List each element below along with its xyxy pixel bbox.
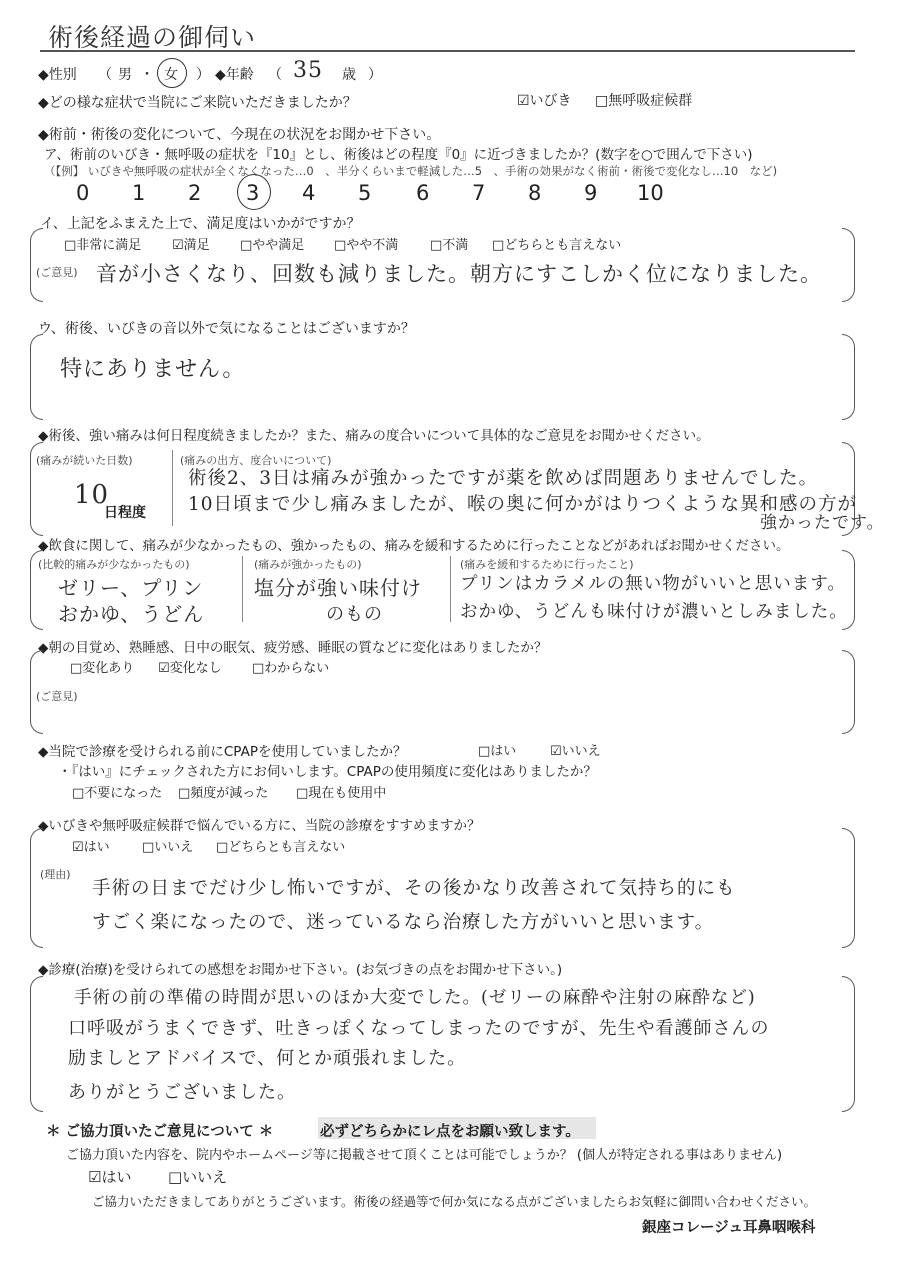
sleep-option-unknown[interactable]: □わからない	[252, 661, 330, 676]
symptom-question: ◆どの様な症状で当院にご来院いただきましたか？	[38, 95, 357, 111]
scale-option-4[interactable]: 4	[302, 181, 316, 205]
cpap-followup-question: ・『はい』にチェックされた方にお伺いします。CPAPの使用頻度に変化はありましたか？	[58, 764, 597, 780]
scale-option-1[interactable]: 1	[132, 181, 146, 205]
sleep-option-changed[interactable]: □変化あり	[70, 661, 135, 676]
other-concern-bracket-right	[842, 334, 855, 420]
diet-col2-line-2[interactable]: のもの	[326, 604, 383, 625]
scale-option-2[interactable]: 2	[188, 181, 202, 205]
cpap-yes-checkbox[interactable]: □はい	[478, 744, 517, 759]
recommend-option-neutral[interactable]: □どちらとも言えない	[216, 840, 346, 855]
pain-column-divider	[172, 450, 173, 526]
cpap-no-checkbox[interactable]: ☑いいえ	[550, 744, 601, 759]
diet-col2-line-1[interactable]: 塩分が強い味付け	[254, 576, 422, 600]
title-underline	[40, 50, 855, 52]
pain-detail-line-3[interactable]: 強かったです。	[760, 513, 885, 533]
diet-col3-label: (痛みを緩和するために行ったこと)	[460, 558, 634, 571]
cpap-option-less-frequent[interactable]: □頻度が減った	[178, 786, 269, 801]
change-question: ◆術前・術後の変化について、今現在の状況をお聞かせ下さい。	[38, 127, 441, 143]
gender-selection-circle	[157, 58, 187, 88]
consent-heading: ＊ ご協力頂いたご意見について ＊	[46, 1124, 274, 1140]
scale-option-0[interactable]: 0	[76, 181, 90, 205]
scale-option-7[interactable]: 7	[472, 181, 486, 205]
consent-yes-checkbox[interactable]: ☑はい	[88, 1168, 132, 1186]
pain-days-label: (痛みが続いた日数)	[36, 454, 133, 467]
cpap-option-unnecessary[interactable]: □不要になった	[72, 786, 163, 801]
impression-bracket-right	[842, 976, 855, 1112]
symptom-apnea-checkbox[interactable]: □無呼吸症候群	[595, 93, 693, 109]
diet-col1-line-1[interactable]: ゼリー、プリン	[58, 576, 204, 600]
other-concern-question: ウ、術後、いびきの音以外で気になることはございますか？	[38, 321, 415, 337]
impression-question: ◆診療(治療)を受けられての感想をお聞かせ下さい。(お気づきの点をお聞かせ下さい。)	[38, 962, 563, 978]
gender-separator: ・	[140, 67, 154, 83]
satisfaction-option-very-satisfied[interactable]: □非常に満足	[64, 238, 142, 253]
scale-option-5[interactable]: 5	[358, 181, 372, 205]
recommend-question: ◆いびきや無呼吸症候群で悩んでいる方に、当院の診療をすすめますか？	[38, 818, 481, 834]
recommend-bracket-right	[842, 828, 855, 948]
recommend-bracket-left	[30, 828, 43, 948]
recommend-reason-label: (理由)	[40, 868, 71, 881]
change-example-text: （【例】 いびきや無呼吸の症状が全くなくなった…0 、半分くらいまで軽減した…5 、手術の効果がなく術前・術後で変化なし…10 など)	[44, 164, 778, 178]
scale-option-6[interactable]: 6	[416, 181, 430, 205]
cpap-option-still-using[interactable]: □現在も使用中	[296, 786, 387, 801]
impression-line-1[interactable]: 手術の前の準備の時間が思いのほか大変でした。(ゼリーの麻酔や注射の麻酔など)	[74, 988, 756, 1008]
satisfaction-option-dissatisfied[interactable]: □不満	[430, 238, 469, 253]
diet-col3-line-2[interactable]: おかゆ、うどんも味付けが濃いとしみました。	[460, 602, 848, 622]
change-sub-question: ア、術前のいびき・無呼吸の症状を『10』とし、術後はどの程度『0』に近づきましたか？(数字を○で囲んで下さい)	[44, 147, 753, 163]
satisfaction-option-neutral[interactable]: □どちらとも言えない	[492, 238, 622, 253]
other-concern-bracket-left	[30, 334, 43, 420]
pain-detail-line-1[interactable]: 術後2、3日は痛みが強かったですが薬を飲めば問題ありませんでした。	[188, 468, 819, 489]
satisfaction-question: イ、上記をふまえた上で、満足度はいかがですか？	[40, 216, 361, 232]
footer-thanks: ご協力いただきましてありがとうございます。術後の経過等で何か気になる点がございましたらお気軽に御問い合わせください。	[92, 1194, 817, 1209]
consent-no-checkbox[interactable]: □いいえ	[168, 1168, 228, 1186]
diet-divider-2	[450, 556, 451, 622]
consent-required-note: 必ずどちらかにレ点をお願い致します。	[320, 1124, 580, 1140]
recommend-option-no[interactable]: □いいえ	[142, 840, 194, 855]
sleep-question: ◆朝の目覚め、熟睡感、日中の眠気、疲労感、睡眠の質などに変化はありましたか？	[38, 640, 548, 656]
sleep-bracket-right	[842, 650, 855, 734]
age-close-paren: ）	[368, 67, 382, 83]
other-concern-answer[interactable]: 特にありません。	[60, 357, 246, 382]
satisfaction-comment-text[interactable]: 音が小さくなり、回数も減りました。朝方にすこしかく位になりました。	[96, 262, 822, 286]
consent-question: ご協力頂いた内容を、院内やホームページ等に掲載させて頂くことは可能でしょうか？ (個人が特定される事はありません)	[66, 1148, 783, 1163]
scale-selection-circle	[237, 174, 271, 210]
diet-col1-line-2[interactable]: おかゆ、うどん	[58, 602, 205, 626]
diet-col2-label: (痛みが強かったもの)	[254, 558, 362, 571]
pain-detail-label: (痛みの出方、度合いについて)	[180, 454, 332, 467]
age-value[interactable]: 35	[293, 58, 323, 83]
age-open-paren: （	[268, 67, 282, 83]
gender-male-option[interactable]: 男	[118, 67, 132, 83]
sleep-comment-label: (ご意見)	[36, 690, 78, 703]
pain-days-unit: 日程度	[104, 505, 146, 521]
impression-line-3[interactable]: 励ましとアドバイスで、何とか頑張れました。	[68, 1048, 467, 1069]
impression-bracket-left	[30, 976, 43, 1112]
scale-option-9[interactable]: 9	[584, 181, 598, 205]
recommend-reason-line-1[interactable]: 手術の日までだけ少し怖いですが、その後かなり改善されて気持ち的にも	[92, 878, 736, 899]
pain-detail-line-2[interactable]: 10日頃まで少し痛みましたが、喉の奥に何かがはりつくような異和感の方が	[188, 494, 858, 515]
scale-option-3[interactable]: 3	[246, 181, 260, 205]
satisfaction-option-somewhat-satisfied[interactable]: □やや満足	[240, 238, 305, 253]
diet-col1-label: (比較的痛みが少なかったもの)	[38, 558, 190, 571]
gender-label: ◆性別	[38, 67, 77, 83]
pain-question: ◆術後、強い痛みは何日程度続きましたか？また、痛みの度合いについて具体的なご意見をお聞かせください。	[38, 428, 710, 444]
age-unit: 歳	[342, 67, 356, 83]
gender-open-paren: （	[98, 67, 112, 83]
recommend-reason-line-2[interactable]: すごく楽になったので、迷っているなら治療した方がいいと思います。	[92, 912, 715, 933]
diet-col3-line-1[interactable]: プリンはカラメルの無い物がいいと思います。	[460, 574, 846, 594]
satisfaction-option-somewhat-dissatisfied[interactable]: □やや不満	[334, 238, 399, 253]
pain-days-value[interactable]: 10	[74, 480, 110, 510]
sleep-option-no-change[interactable]: ☑変化なし	[158, 661, 222, 676]
scale-option-10[interactable]: 10	[637, 181, 664, 205]
scale-option-8[interactable]: 8	[528, 181, 542, 205]
age-label: ◆年齢	[215, 67, 254, 83]
gender-female-option[interactable]: 女	[164, 67, 178, 83]
satisfaction-bracket-right	[842, 228, 855, 302]
diet-divider-1	[242, 556, 243, 622]
gender-close-paren: ）	[196, 67, 210, 83]
diet-question: ◆飲食に関して、痛みが少なかったもの、強かったもの、痛みを緩和するために行ったことなどがあればお聞かせください。	[38, 538, 790, 554]
cpap-question: ◆当院で診療を受けられる前にCPAPを使用していましたか？	[38, 744, 407, 760]
impression-line-4[interactable]: ありがとうございました。	[68, 1082, 296, 1103]
impression-line-2[interactable]: 口呼吸がうまくできず、吐きっぽくなってしまったのですが、先生や看護師さんの	[68, 1018, 770, 1039]
clinic-name: 銀座コレージュ耳鼻咽喉科	[642, 1220, 816, 1236]
page-title: 術後経過の御伺い	[48, 23, 257, 52]
satisfaction-option-satisfied[interactable]: ☑満足	[172, 238, 210, 253]
recommend-option-yes[interactable]: ☑はい	[72, 840, 110, 855]
satisfaction-comment-label: (ご意見)	[36, 266, 78, 279]
symptom-snoring-checkbox[interactable]: ☑いびき	[517, 93, 572, 109]
